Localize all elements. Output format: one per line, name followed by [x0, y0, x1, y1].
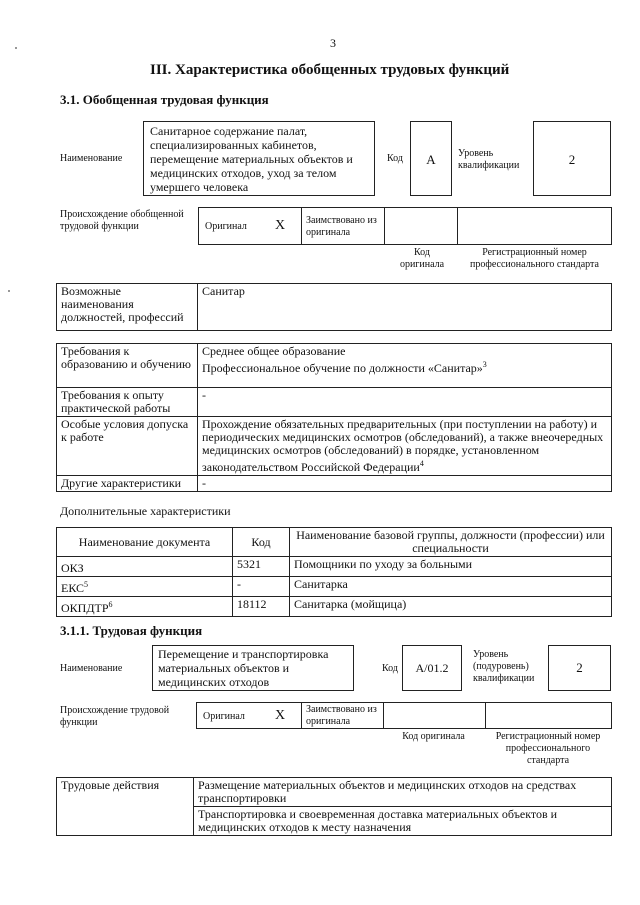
gtf-level-label: Уровень квалификации: [458, 148, 520, 171]
gtf-name-value: Санитарное содержание палат, специализированных кабинетов, перемещение материальных объектов и медицинских отходов, уход за телом умершего человека: [143, 121, 375, 196]
gtf-name-label: Наименование: [60, 153, 123, 164]
action-item: Транспортировка и своевременная доставка материальных объектов и медицинских отходов к месту назначения: [194, 807, 612, 836]
header-code: Код: [233, 528, 290, 557]
gtf-code-original-caption: Код оригинала: [399, 247, 445, 270]
tf-name-value: Перемещение и транспортировка материальных объектов и медицинских отходов: [152, 645, 354, 691]
gtf-reg-number-caption: Регистрационный номер профессионального стандарта: [470, 247, 599, 270]
name-cell: Санитарка (мойщица): [290, 597, 612, 617]
tf-code-value: А/01.2: [402, 645, 462, 691]
gtf-original-label: Оригинал: [205, 221, 247, 232]
tf-origin-table: [196, 702, 612, 729]
tf-original-mark: X: [275, 708, 286, 723]
gtf-code-value: А: [410, 121, 452, 196]
header-group-name: Наименование базовой группы, должности (профессии) или специальности: [290, 528, 612, 557]
requirement-row: [57, 388, 612, 417]
requirement-value: Прохождение обязательных предварительных (при поступлении на работу) и периодических медицинских осмотров (обследований), а также внеочередных медицинских осмотров (обследований) в порядке, установленном законодательством Российской Федерации$^4$: [198, 417, 612, 476]
additional-header-row: [57, 528, 612, 557]
scan-speck: [15, 47, 17, 49]
requirement-label: Другие характеристики: [57, 476, 198, 492]
table-row: [57, 597, 612, 617]
actions-table: [56, 777, 612, 836]
section-title: III. Характеристика обобщенных трудовых функций: [150, 62, 510, 78]
page-number: 3: [330, 36, 336, 50]
tf-reg-number-caption: Регистрационный номер профессионального стандарта: [495, 731, 601, 766]
tf-code-label: Код: [382, 663, 398, 674]
tf-name-label: Наименование: [60, 663, 123, 674]
name-cell: Помощники по уходу за больными: [290, 557, 612, 577]
gtf-heading: 3.1. Обобщенная трудовая функция: [60, 92, 269, 107]
scan-speck: [8, 290, 10, 292]
requirement-value: -: [198, 388, 612, 417]
gtf-origin-label: Происхождение обобщенной трудовой функции: [60, 209, 184, 232]
gtf-level-value: 2: [533, 121, 611, 196]
additional-table: [56, 527, 612, 617]
tf-origin-label: Происхождение трудовой функции: [60, 705, 170, 728]
gtf-borrowed-label: Заимствовано из оригинала: [306, 215, 377, 238]
requirement-row: [57, 417, 612, 476]
tf-heading: 3.1.1. Трудовая функция: [60, 623, 203, 638]
requirement-label: Требования к опыту практической работы: [57, 388, 198, 417]
name-cell: Санитарка: [290, 577, 612, 597]
requirement-value: -: [198, 476, 612, 492]
gtf-original-mark: X: [275, 218, 286, 233]
tf-code-original-caption: Код оригинала: [402, 731, 465, 742]
doc-cell: ОКЗ: [57, 557, 233, 577]
actions-label: Трудовые действия: [57, 778, 194, 836]
additional-title: Дополнительные характеристики: [60, 504, 231, 518]
requirement-label: Особые условия допуска к работе: [57, 417, 198, 476]
code-cell: 5321: [233, 557, 290, 577]
tf-level-value: 2: [548, 645, 611, 691]
positions-table: [56, 283, 612, 331]
table-row: [57, 557, 612, 577]
requirement-value: Среднее общее образование Профессиональное обучение по должности «Санитар»$^3$: [198, 344, 612, 388]
tf-borrowed-label: Заимствовано из оригинала: [306, 704, 377, 727]
table-row: [57, 577, 612, 597]
gtf-origin-table: [198, 207, 612, 245]
requirements-table: [56, 343, 612, 492]
tf-original-label: Оригинал: [203, 711, 245, 722]
requirement-row: [57, 344, 612, 388]
positions-value: Санитар: [198, 284, 612, 331]
code-cell: -: [233, 577, 290, 597]
doc-cell: ОКПДТР$^6$: [57, 597, 233, 617]
tf-level-label: Уровень (подуровень) квалификации: [473, 649, 535, 684]
positions-label: Возможные наименования должностей, профессий: [57, 284, 198, 331]
header-document: Наименование документа: [57, 528, 233, 557]
action-item: Размещение материальных объектов и медицинских отходов на средствах транспортировки: [194, 778, 612, 807]
doc-cell: ЕКС$^5$: [57, 577, 233, 597]
requirement-row: [57, 476, 612, 492]
requirement-label: Требования к образованию и обучению: [57, 344, 198, 388]
code-cell: 18112: [233, 597, 290, 617]
gtf-code-label: Код: [387, 153, 403, 164]
table-row: [57, 778, 612, 807]
